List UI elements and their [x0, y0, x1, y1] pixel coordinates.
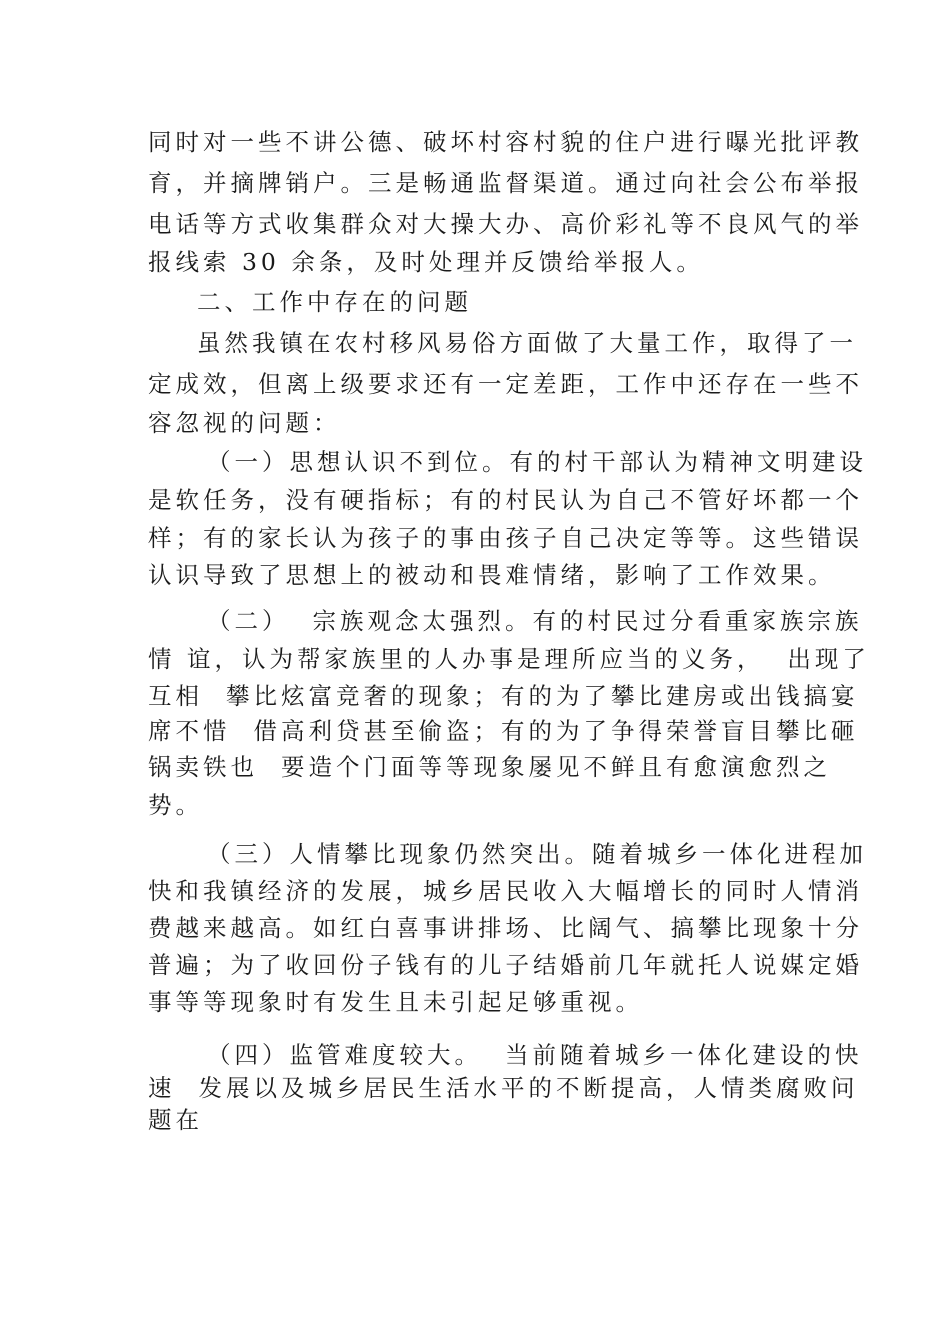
text-line: 情 谊，认为帮家族里的人办事是理所应当的义务， 出现了: [148, 645, 870, 673]
text-line: 电话等方式收集群众对大操大办、高价彩礼等不良风气的举: [148, 210, 863, 238]
text-line: 速 发展以及城乡居民生活水平的不断提高，人情类腐败问: [148, 1074, 859, 1102]
text-line: （四）监管难度较大。 当前随着城乡一体化建设的快: [207, 1041, 863, 1069]
text-line: （一）思想认识不到位。有的村干部认为精神文明建设: [207, 448, 867, 476]
text-line: （二） 宗族观念太强烈。有的村民过分看重家族宗族: [207, 607, 863, 635]
text-line: （三）人情攀比现象仍然突出。随着城乡一体化进程加: [207, 840, 867, 868]
text-line: 席不惜 借高利贷甚至偷盗；有的为了争得荣誉盲目攀比砸: [148, 717, 859, 745]
text-line: 定成效，但离上级要求还有一定差距，工作中还存在一些不: [148, 370, 863, 398]
text-line: 报线索 30 余条，及时处理并反馈给举报人。: [148, 248, 704, 276]
text-line: 锅卖铁也 要造个门面等等现象屡见不鲜且有愈演愈烈之: [148, 753, 831, 781]
text-line: 虽然我镇在农村移风易俗方面做了大量工作，取得了一: [197, 329, 857, 357]
text-line: 样；有的家长认为孩子的事由孩子自己决定等等。这些错误: [148, 524, 863, 552]
text-line: 费越来越高。如红白喜事讲排场、比阔气、搞攀比现象十分: [148, 914, 863, 942]
text-line: 是软任务，没有硬指标；有的村民认为自己不管好坏都一个: [148, 486, 863, 514]
text-line: 同时对一些不讲公德、破坏村容村貌的住户进行曝光批评教: [148, 128, 863, 156]
text-line: 快和我镇经济的发展，城乡居民收入大幅增长的同时人情消: [148, 877, 863, 905]
text-line: 普遍；为了收回份子钱有的儿子结婚前几年就托人说媒定婚: [148, 951, 863, 979]
text-line: 势。: [148, 791, 203, 819]
section-heading: 二、工作中存在的问题: [197, 288, 472, 316]
text-line: 互相 攀比炫富竞奢的现象；有的为了攀比建房或出钱搞宴: [148, 682, 859, 710]
text-line: 事等等现象时有发生且未引起足够重视。: [148, 988, 643, 1016]
text-line: 认识导致了思想上的被动和畏难情绪，影响了工作效果。: [148, 561, 836, 589]
text-line: 题在: [148, 1106, 203, 1134]
text-line: 容忽视的问题：: [148, 409, 341, 437]
text-line: 育，并摘牌销户。三是畅通监督渠道。通过向社会公布举报: [148, 169, 863, 197]
